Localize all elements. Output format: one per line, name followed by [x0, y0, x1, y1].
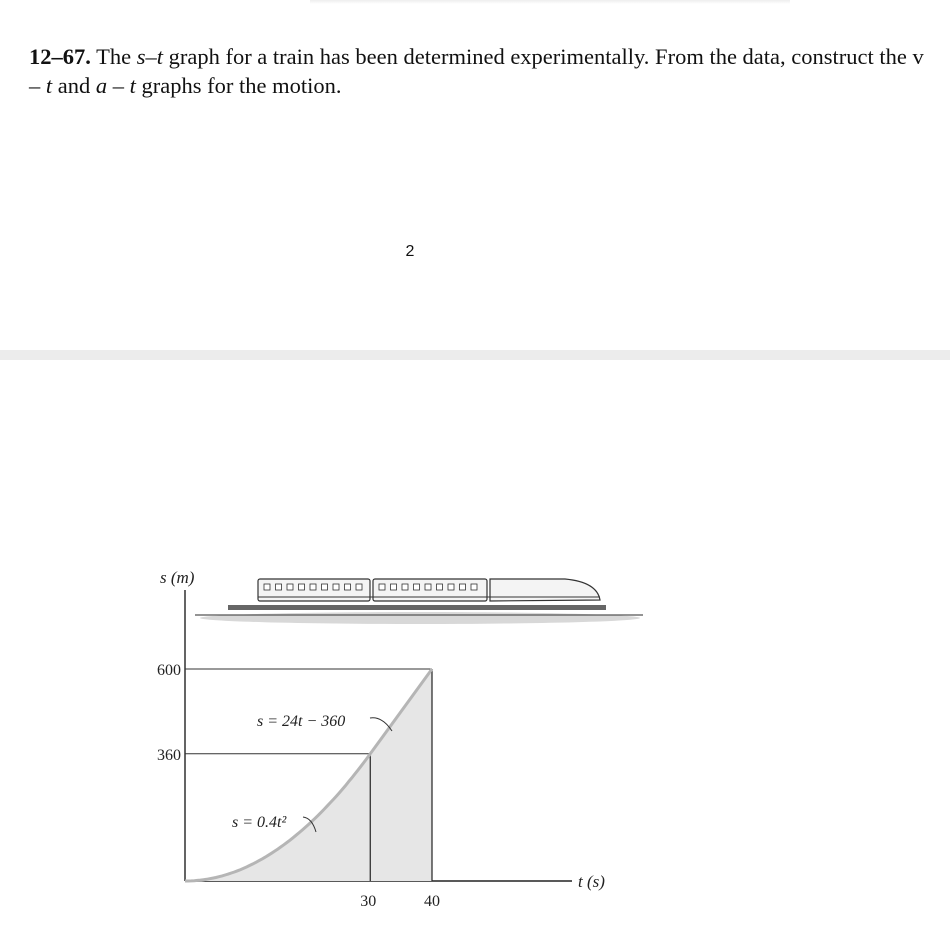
- problem-text-1: The: [90, 44, 137, 69]
- page-number: 2: [405, 243, 415, 260]
- train-window: [287, 584, 293, 590]
- y-tick-label-360: 360: [157, 746, 181, 764]
- problem-number: 12–67.: [29, 44, 91, 69]
- st-graph-svg: [0, 560, 950, 920]
- st-graph-figure: [0, 560, 950, 920]
- train-window: [437, 584, 443, 590]
- equation-linear-label: s = 24t − 360: [257, 713, 346, 730]
- train-window: [276, 584, 282, 590]
- problem-text-5: graphs for the motion.: [135, 73, 342, 98]
- ground-gravel: [200, 612, 640, 624]
- train-window: [356, 584, 362, 590]
- train-window: [345, 584, 351, 590]
- train-window: [333, 584, 339, 590]
- problem-var-st: s–t: [136, 44, 163, 69]
- problem-var-t2: t: [129, 73, 136, 98]
- area-under-curve: [185, 669, 432, 881]
- problem-var-a: a: [95, 73, 108, 98]
- x-axis-label: t (s): [578, 872, 605, 891]
- train-window: [402, 584, 408, 590]
- train-illustration: [195, 579, 643, 624]
- y-tick-label-600: 600: [157, 662, 181, 679]
- train-window: [391, 584, 397, 590]
- problem-text-2: graph for a train has been determined experimentally. From the data, construct the v –: [29, 44, 924, 98]
- page-top-edge: [310, 0, 790, 4]
- train-window: [379, 584, 385, 590]
- y-axis-label: s (m): [160, 568, 195, 587]
- train-window: [425, 584, 431, 590]
- x-tick-label-40: 40: [424, 893, 440, 910]
- train-window: [299, 584, 305, 590]
- train-locomotive: [490, 579, 600, 601]
- problem-var-t: t: [45, 73, 53, 98]
- train-window: [460, 584, 466, 590]
- train-window: [414, 584, 420, 590]
- train-window: [322, 584, 328, 590]
- train-window: [471, 584, 477, 590]
- equation-parabolic-label: s = 0.4t²: [232, 814, 287, 831]
- x-tick-label-30: 30: [360, 893, 377, 910]
- train-window: [310, 584, 316, 590]
- page-separator: [0, 350, 950, 360]
- train-window: [448, 584, 454, 590]
- problem-text-4: –: [107, 73, 130, 98]
- train-window: [264, 584, 270, 590]
- rail-track: [228, 605, 606, 610]
- problem-statement: [29, 42, 929, 100]
- problem-text-3: and: [52, 73, 96, 98]
